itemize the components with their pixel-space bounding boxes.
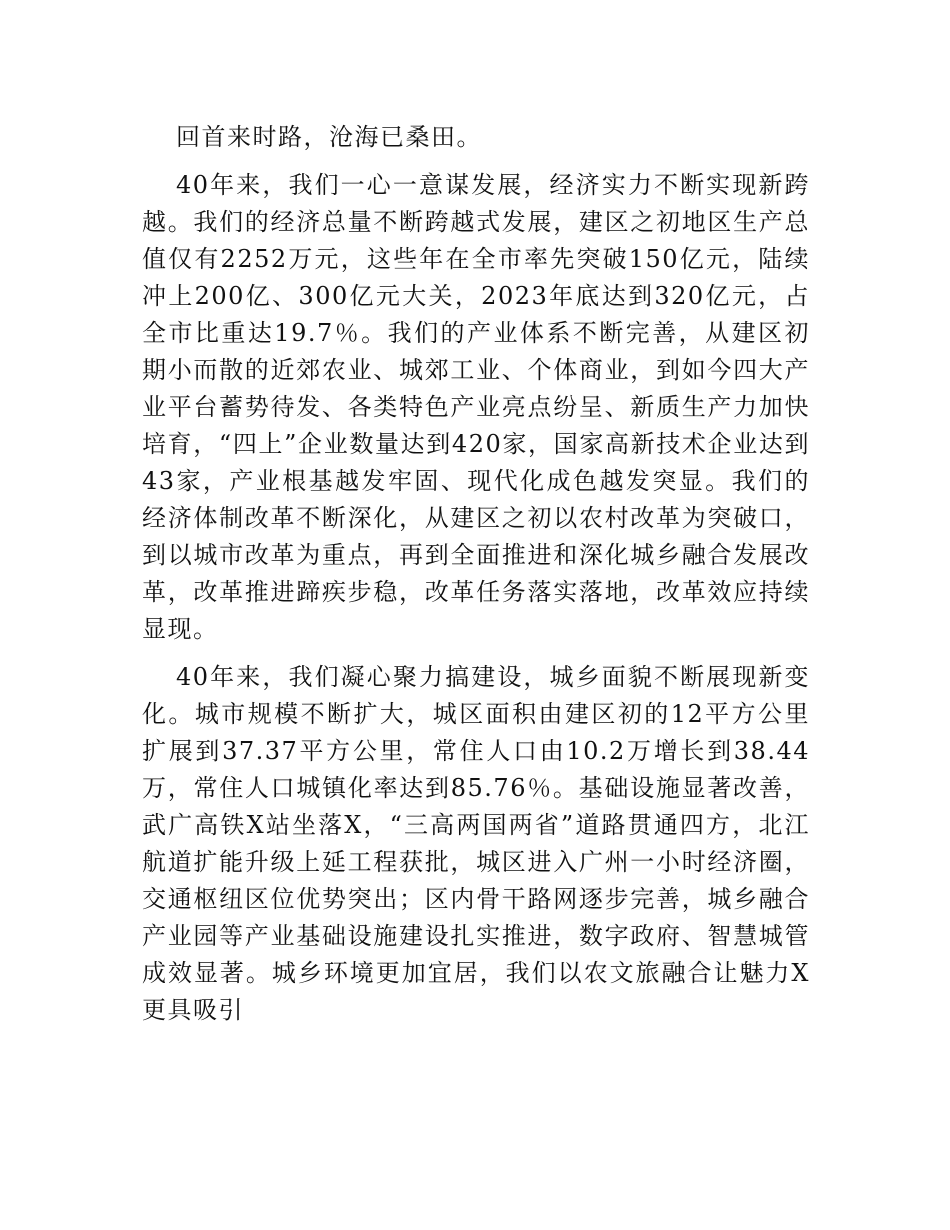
body-text xyxy=(142,119,810,1029)
paragraph-economy: 40年来，我们一心一意谋发展，经济实力不断实现新跨越。我们的经济总量不断跨越式发展，建区之初地区生产总值仅有2252万元，这些年在全市率先突破150亿元，陆续冲上200亿、300亿元大关，2023年底达到320亿元，占全市比重达19.7％。我们的产业体系不断完善，从建区初期小而散的近郊农业、城郊工业、个体商业，到如今四大产业平台蓄势待发、各类特色产业亮点纷呈、新质生产力加快培育，“四上”企业数量达到420家，国家高新技术企业达到43家，产业根基越发牢固、现代化成色越发突显。我们的经济体制改革不断深化，从建区之初以农村改革为突破口，到以城市改革为重点，再到全面推进和深化城乡融合发展改革，改革推进蹄疾步稳，改革任务落实落地，改革效应持续显现。 xyxy=(142,171,810,643)
paragraph-opening: 回首来时路，沧海已桑田。 xyxy=(176,123,482,151)
paragraph-construction: 40年来，我们凝心聚力搞建设，城乡面貌不断展现新变化。城市规模不断扩大，城区面积由建区初的12平方公里扩展到37.37平方公里，常住人口由10.2万增长到38.44万，常住人口城镇化率达到85.76％。基础设施显著改善，武广高铁X站坐落X，“三高两国两省”道路贯通四方，北江航道扩能升级上延工程获批，城区进入广州一小时经济圈，交通枢纽区位优势突出；区内骨干路网逐步完善，城乡融合产业园等产业基础设施建设扎实推进，数字政府、智慧城管成效显著。城乡环境更加宜居，我们以农文旅融合让魅力X更具吸引 xyxy=(142,663,810,1024)
